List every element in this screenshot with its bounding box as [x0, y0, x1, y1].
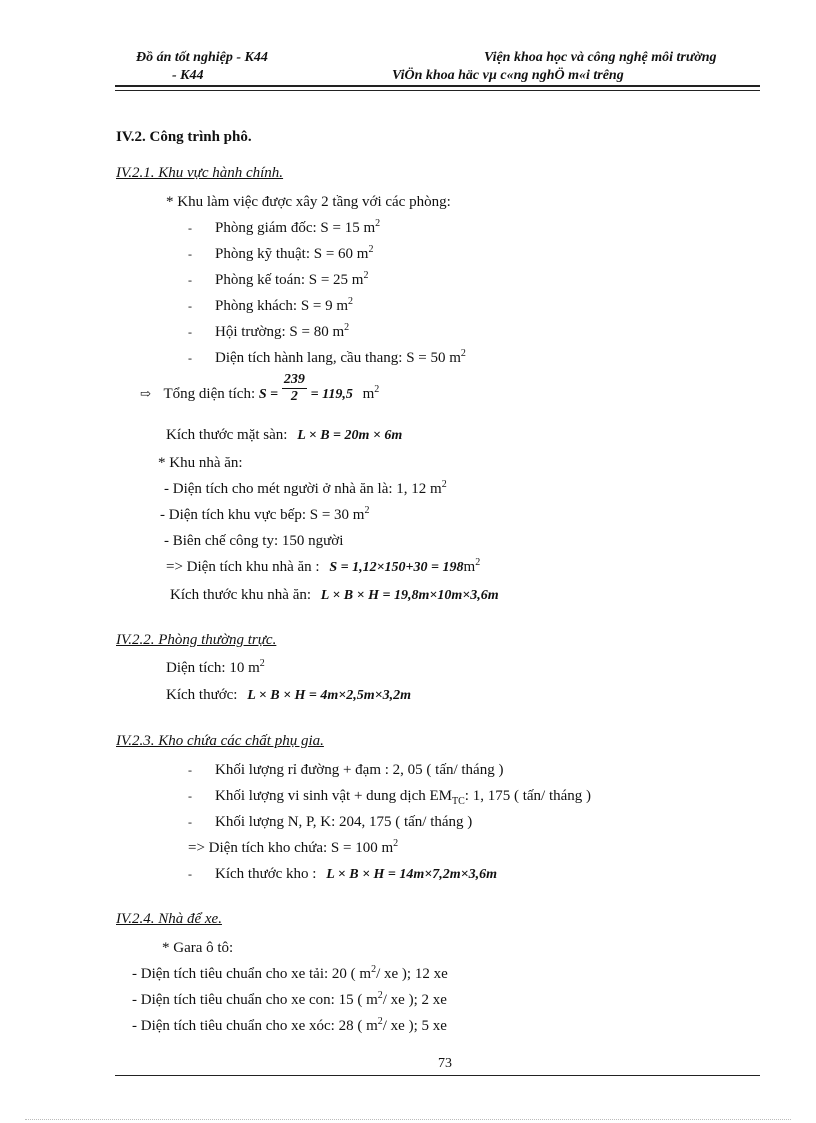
room-item: - Hội trường: S = 80 $m^2$ [188, 322, 350, 340]
dining-size-line: Kích thước khu nhà ăn: L × B × H = 19,8m×10m×3,6m [170, 587, 499, 603]
storage-item: - Khối lượng N, P, K: 204, 175 ( tấn/ tháng ) [188, 814, 473, 830]
room-item: - Phòng kế toán: S = 25 $m^2$ [188, 270, 369, 288]
garage-line: - Diện tích tiêu chuẩn cho xe tải: 20 ( $m^2/$ xe ); 12 xe [132, 964, 448, 982]
total-area-line [140, 372, 380, 405]
room-item: - Diện tích hành lang, cầu thang: S = 50 $m^2$ [188, 348, 466, 366]
room-item: - Phòng khách: S = 9 $m^2$ [188, 296, 354, 314]
header-right-line2: ViÖn khoa häc vµ c«ng nghÖ m«i trêng [392, 68, 624, 83]
header-rule-thick [115, 85, 760, 87]
subsection-title-1: IV.2.1. Khu vực hành chính. [116, 165, 284, 181]
storage-area-line: => Diện tích kho chứa: S = 100 $m^2$ [188, 838, 399, 856]
garage-line: - Diện tích tiêu chuẩn cho xe xóc: 28 ( $m^2/$ xe ); 5 xe [132, 1016, 447, 1034]
total-area-unit: $m^2$ [362, 383, 380, 402]
guard-size-formula: L × B × H = 4m×2,5m×3,2m [247, 688, 412, 703]
header-right-line1: Viện khoa học và công nghệ môi trường [484, 50, 717, 65]
dining-area-formula: S = 1,12×150+30 = 198 [329, 560, 464, 575]
total-area-fraction: $\frac{239}{2}$ [283, 372, 305, 404]
room-item: - Phòng kỹ thuật: S = 60 $m^2$ [188, 244, 374, 262]
hollow-arrow-icon: ⇨ [140, 385, 151, 401]
dining-line: - Diện tích cho mét người ở nhà ăn là: 1, 12 $m^2$ [164, 479, 447, 497]
dining-line: - Biên chế công ty: 150 người [164, 533, 344, 549]
guard-size-line: Kích thước: L × B × H = 4m×2,5m×3,2m [166, 687, 412, 703]
room-item: - Phòng giám đốc: S = 15 $m^2$ [188, 218, 381, 236]
subsection-title-2: IV.2.2. Phòng thường trực. [116, 632, 277, 648]
dining-area-line: => Diện tích khu nhà ăn : $S = 1,12\times 150+30 = 198m^2$ [166, 557, 481, 575]
dining-line: - Diện tích khu vực bếp: S = 30 $m^2$ [160, 505, 370, 523]
total-area-label: Tổng diện tích: [163, 385, 256, 402]
header-left-line1: Đồ án tốt nghiệp - K44 [136, 50, 268, 65]
floor-size-line: Kích thước mặt sàn: L × B = 20m × 6m [166, 427, 403, 443]
storage-size-formula: L × B × H = 14m×7,2m×3,6m [326, 867, 498, 882]
footer-rule [115, 1075, 760, 1076]
page-bottom-border [25, 1119, 791, 1120]
office-intro: * Khu làm việc được xây 2 tầng với các phòng: [166, 194, 451, 210]
garage-intro: * Gara ô tô: [162, 940, 234, 956]
dining-size-formula: L × B × H = 19,8m×10m×3,6m [320, 588, 499, 603]
page-number: 73 [438, 1056, 452, 1071]
dining-title: * Khu nhà ăn: [158, 455, 243, 471]
header-left-line2: - K44 [172, 68, 204, 83]
total-area-rhs: = 119,5 [310, 386, 353, 402]
section-title: IV.2. Công trình phô. [116, 129, 252, 145]
total-area-lhs: S = [258, 386, 279, 402]
subsection-title-4: IV.2.4. Nhà để xe. [116, 911, 222, 927]
garage-line: - Diện tích tiêu chuẩn cho xe con: 15 ( $m^2/$ xe ); 2 xe [132, 990, 447, 1008]
storage-item: - Khối lượng rỉ đường + đạm : 2, 05 ( tấn/ tháng ) [188, 762, 504, 778]
storage-size-line: - Kích thước kho : L × B × H = 14m×7,2m×3,6m [188, 866, 498, 882]
floor-size-formula: L × B = 20m × 6m [297, 428, 403, 443]
subsection-title-3: IV.2.3. Kho chứa các chất phụ gia. [116, 733, 324, 749]
guard-area: Diện tích: 10 $m^2$ [166, 658, 265, 676]
storage-item: - Khối lượng vi sinh vật + dung dịch $EM_{TC}$: 1, 175 ( tấn/ tháng ) [188, 788, 592, 807]
header-rule-thin [115, 90, 760, 91]
